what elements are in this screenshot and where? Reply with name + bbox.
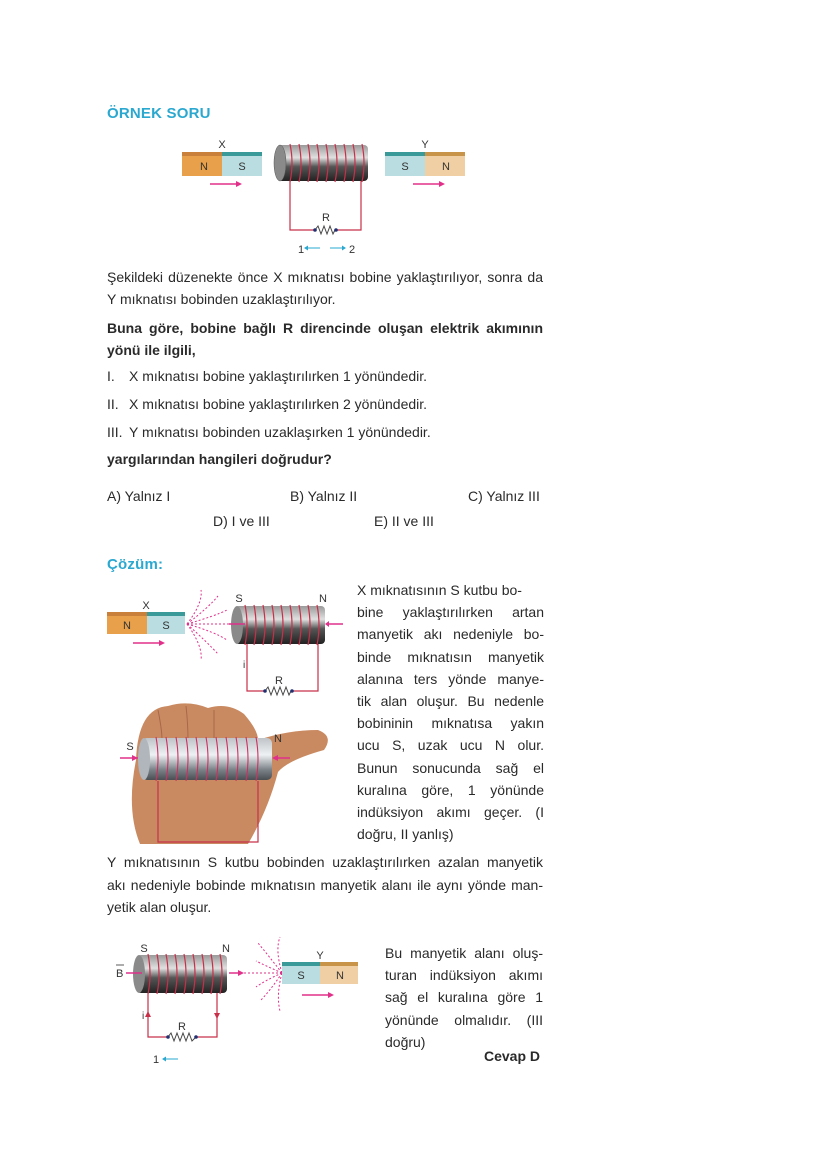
example-heading: ÖRNEK SORU — [107, 105, 211, 122]
svg-text:S: S — [297, 970, 305, 982]
field-vector-label: B — [116, 968, 124, 980]
choice-e: E) II ve III — [374, 513, 434, 529]
svg-text:S: S — [401, 161, 409, 173]
svg-text:S: S — [235, 593, 243, 605]
svg-text:N: N — [123, 620, 131, 632]
svg-text:2: 2 — [348, 244, 356, 256]
resistor-label: R — [322, 212, 330, 224]
svg-text:X: X — [142, 600, 150, 612]
svg-text:N: N — [319, 593, 327, 605]
svg-text:S: S — [126, 741, 134, 753]
choice-b: B) Yalnız II — [290, 488, 358, 504]
statement-3: III. Y mıknatısı bobinden uzaklaşırken 1 yönündedir. — [107, 424, 431, 440]
answer-label: Cevap D — [484, 1048, 541, 1064]
solution-figure-1 — [103, 588, 353, 700]
example-figure — [170, 130, 480, 260]
solution-heading: Çözüm: — [107, 556, 164, 573]
right-hand-rule-figure — [118, 700, 350, 844]
svg-text:N: N — [274, 733, 282, 745]
svg-text:i: i — [243, 660, 246, 671]
choice-a: A) Yalnız I — [107, 488, 171, 504]
solution-paragraph-1: X mıknatısının S kutbu bo- bine yaklaştırılırken artan manyetik akı nedeniyle bo- binde mıknatısın manyetik alanına ters yönde manye- tik alan oluşur. Bu nedenle bobininin mıknatısa yakın ucu S, uzak ucu N olur. Bunun sonucunda sağ el kuralına göre, 1 yönünde indüksiyon akımı geçer. (I doğru, II yanlış) — [357, 582, 544, 843]
statement-2: II. X mıknatısı bobine yaklaştırılırken 2 yönündedir. — [107, 396, 428, 412]
solution-paragraph-2: Y mıknatısının S kutbu bobinden uzaklaştırılırken azalan manyetik akı nedeniyle bobinde mıknatısın manyetik alanı ile aynı yönde man- yetik alan oluşur. — [107, 854, 543, 915]
statement-1: I. X mıknatısı bobine yaklaştırılırken 1 yönündedir. — [107, 368, 428, 384]
choice-c: C) Yalnız III — [468, 488, 540, 504]
svg-text:N: N — [200, 161, 208, 173]
example-question: Buna göre, bobine bağlı R direncinde oluşan elektrik akımının yönü ile ilgili, — [107, 320, 543, 358]
solution-figure-2 — [110, 935, 370, 1070]
svg-text:S: S — [140, 943, 148, 955]
svg-text:S: S — [238, 161, 246, 173]
magnet-x-label: X — [218, 139, 226, 151]
choice-d: D) I ve III — [213, 513, 270, 529]
svg-text:R: R — [275, 675, 283, 687]
example-prompt: yargılarından hangileri doğrudur? — [107, 451, 332, 467]
svg-text:N: N — [442, 161, 450, 173]
solution-paragraph-3: Bu manyetik alanı oluş- turan indüksiyon akımı sağ el kuralına göre 1 yönünde olmalıdır. (III doğru) — [385, 945, 543, 1050]
svg-text:R: R — [178, 1021, 186, 1033]
svg-text:S: S — [162, 620, 170, 632]
svg-text:i: i — [142, 1011, 145, 1022]
svg-text:1: 1 — [297, 244, 305, 256]
svg-text:N: N — [222, 943, 230, 955]
svg-text:Y: Y — [316, 950, 324, 962]
magnet-y-label: Y — [421, 139, 429, 151]
svg-text:1: 1 — [152, 1054, 160, 1066]
svg-text:N: N — [336, 970, 344, 982]
example-intro: Şekildeki düzenekte önce X mıknatısı bobine yaklaştırılıyor, sonra da Y mıknatısı bobinden uzaklaştırılıyor. — [107, 269, 543, 307]
